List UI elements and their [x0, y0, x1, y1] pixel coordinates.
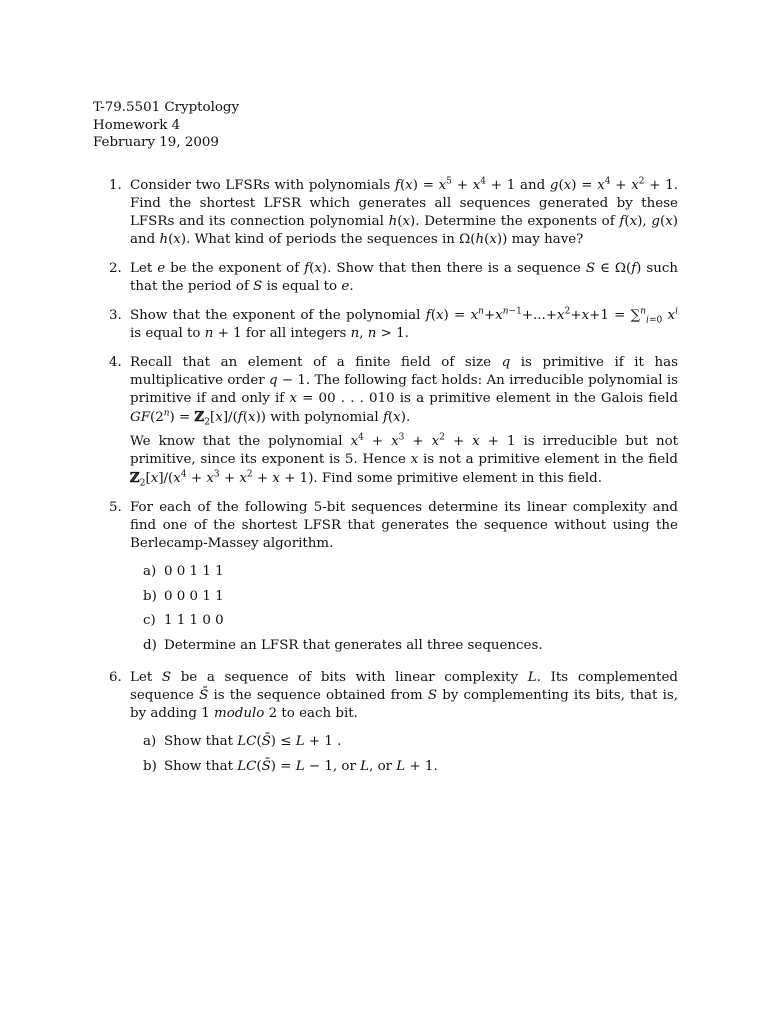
- homework-title: Homework 4: [93, 117, 181, 133]
- problem-text-continued: We know that the polynomial $x^4 + x^3 + x^2 + x + 1$ is irreducible but not primitive, since its exponent is 5. Hence x is not a primitive element in the field $ℤ_2[x]/(x^4 + x^3 + x^2 + x + 1)$. Find some primitive element in this field.: [130, 432, 679, 489]
- problem-text: For each of the following 5-bit sequences determine its linear complexity and find one of the shortest LFSR that generates the sequence without using the Berlecamp-Massey algorithm.: [130, 500, 678, 551]
- problem-list: [0, 177, 768, 790]
- problem-text: Consider two LFSRs with polynomials $f(x) = x^5 + x^4 + 1$ and $g(x) = x^4 + x^2 + 1$. Find the shortest LFSR which generates all sequences generated by these LFSRs and its connection polynomial h(x). Determine the exponents of f(x), g(x) and h(x). What kind of periods the sequences in Ω(h(x)) may have?: [130, 176, 679, 247]
- problem-6: [109, 669, 678, 779]
- problem-number: 6.: [109, 670, 122, 685]
- problem-text: Let e be the exponent of f(x). Show that then there is a sequence S ∈ Ω(f) such that the period of S is equal to e.: [130, 261, 678, 294]
- problem-text: Recall that an element of a finite field of size q is primitive if it has multiplicative order q − 1. The following fact holds: An irreducible polynomial is primitive if and only if x = 00 . . . 010 is a primitive element in the Galois field $GF(2^n)$ = ℤ$_2$[x]/(f(x)) with polynomial f(x).: [130, 355, 678, 428]
- problem-3: [109, 306, 678, 343]
- problem-5: [109, 499, 678, 658]
- subitem-list: [130, 560, 678, 658]
- problem-1: [109, 176, 679, 249]
- subitem: c) 1 1 1 0 0: [143, 613, 224, 628]
- homework-date: February 19, 2009: [93, 135, 219, 150]
- subitem: a) 0 0 1 1 1: [143, 564, 224, 579]
- subitem-list: [130, 730, 678, 779]
- problem-number: 3.: [109, 308, 122, 323]
- problem-text: Let S be a sequence of bits with linear complexity L. Its complemented sequence S̄ is the sequence obtained from S by complementing its bits, that is, by adding 1 modulo 2 to each bit.: [130, 670, 678, 721]
- course-title: T-79.5501 Cryptology: [93, 100, 240, 115]
- problem-2: [109, 260, 678, 296]
- problem-4: [109, 354, 679, 489]
- document-header: [93, 99, 239, 152]
- problem-text: Show that the exponent of the polynomial $f(x) = x^n+x^{n-1}+...+x^2+x+1 = \sum^n_{i=0}$ $x^i$ is equal to n + 1 for all integers n, n > 1.: [130, 306, 678, 341]
- problem-number: 4.: [109, 355, 122, 370]
- subitem: b) 0 0 0 1 1: [143, 588, 224, 604]
- problem-number: 5.: [109, 500, 122, 515]
- problem-number: 1.: [109, 178, 122, 193]
- subitem: b) Show that LC(S̄) = L − 1, or L, or L + 1.: [143, 758, 438, 774]
- subitem: a) Show that LC(S̄) ≤ L + 1 .: [143, 734, 342, 749]
- problem-number: 2.: [109, 261, 122, 276]
- subitem: d) Determine an LFSR that generates all three sequences.: [143, 637, 543, 653]
